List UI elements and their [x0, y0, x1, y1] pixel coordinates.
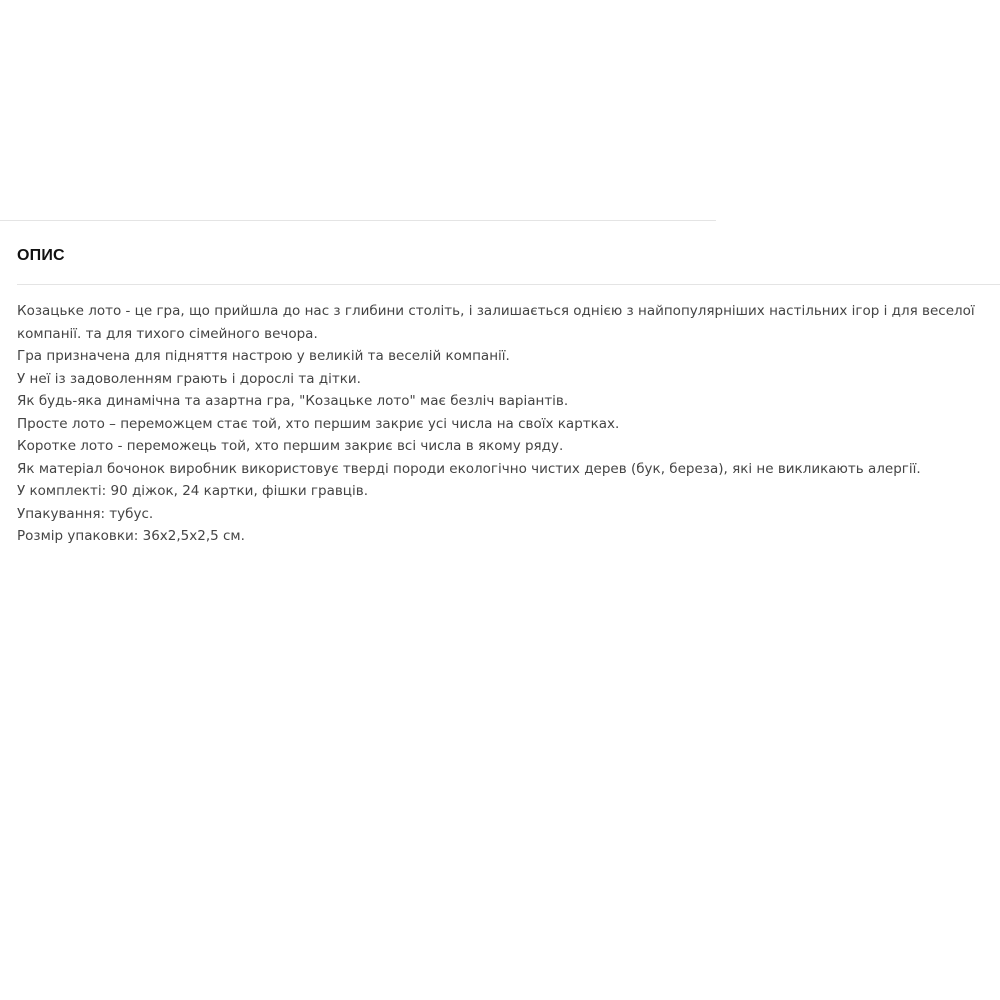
description-paragraph: Як будь-яка динамічна та азартна гра, "Козацьке лото" має безліч варіантів.: [17, 393, 569, 409]
description-text: [17, 300, 995, 548]
description-paragraph: Гра призначена для підняття настрою у великій та веселій компанії.: [17, 348, 510, 364]
description-paragraph: Розмір упаковки: 36х2,5х2,5 см.: [17, 528, 245, 544]
description-paragraph: Коротке лото - переможець той, хто першим закриє всі числа в якому ряду.: [17, 438, 564, 454]
section-title: ОПИС: [17, 247, 65, 264]
title-divider: [17, 284, 1000, 285]
description-paragraph: Упакування: тубус.: [17, 505, 154, 522]
description-paragraph: У неї із задоволенням грають і дорослі та дітки.: [17, 370, 361, 387]
description-paragraph: Просте лото – переможцем стає той, хто першим закриє усі числа на своїх картках.: [17, 415, 620, 432]
description-paragraph: Як матеріал бочонок виробник використовує тверді породи екологічно чистих дерев (бук, береза), які не викликають алергії.: [17, 460, 921, 477]
top-divider: [0, 220, 716, 221]
description-paragraph: У комплекті: 90 діжок, 24 картки, фішки гравців.: [17, 483, 368, 499]
description-paragraph: Козацьке лото - це гра, що прийшла до нас з глибини століть, і залишається однією з найпопулярніших настільних ігор і для веселої компанії. та для тихого сімейного вечора.: [17, 303, 975, 342]
